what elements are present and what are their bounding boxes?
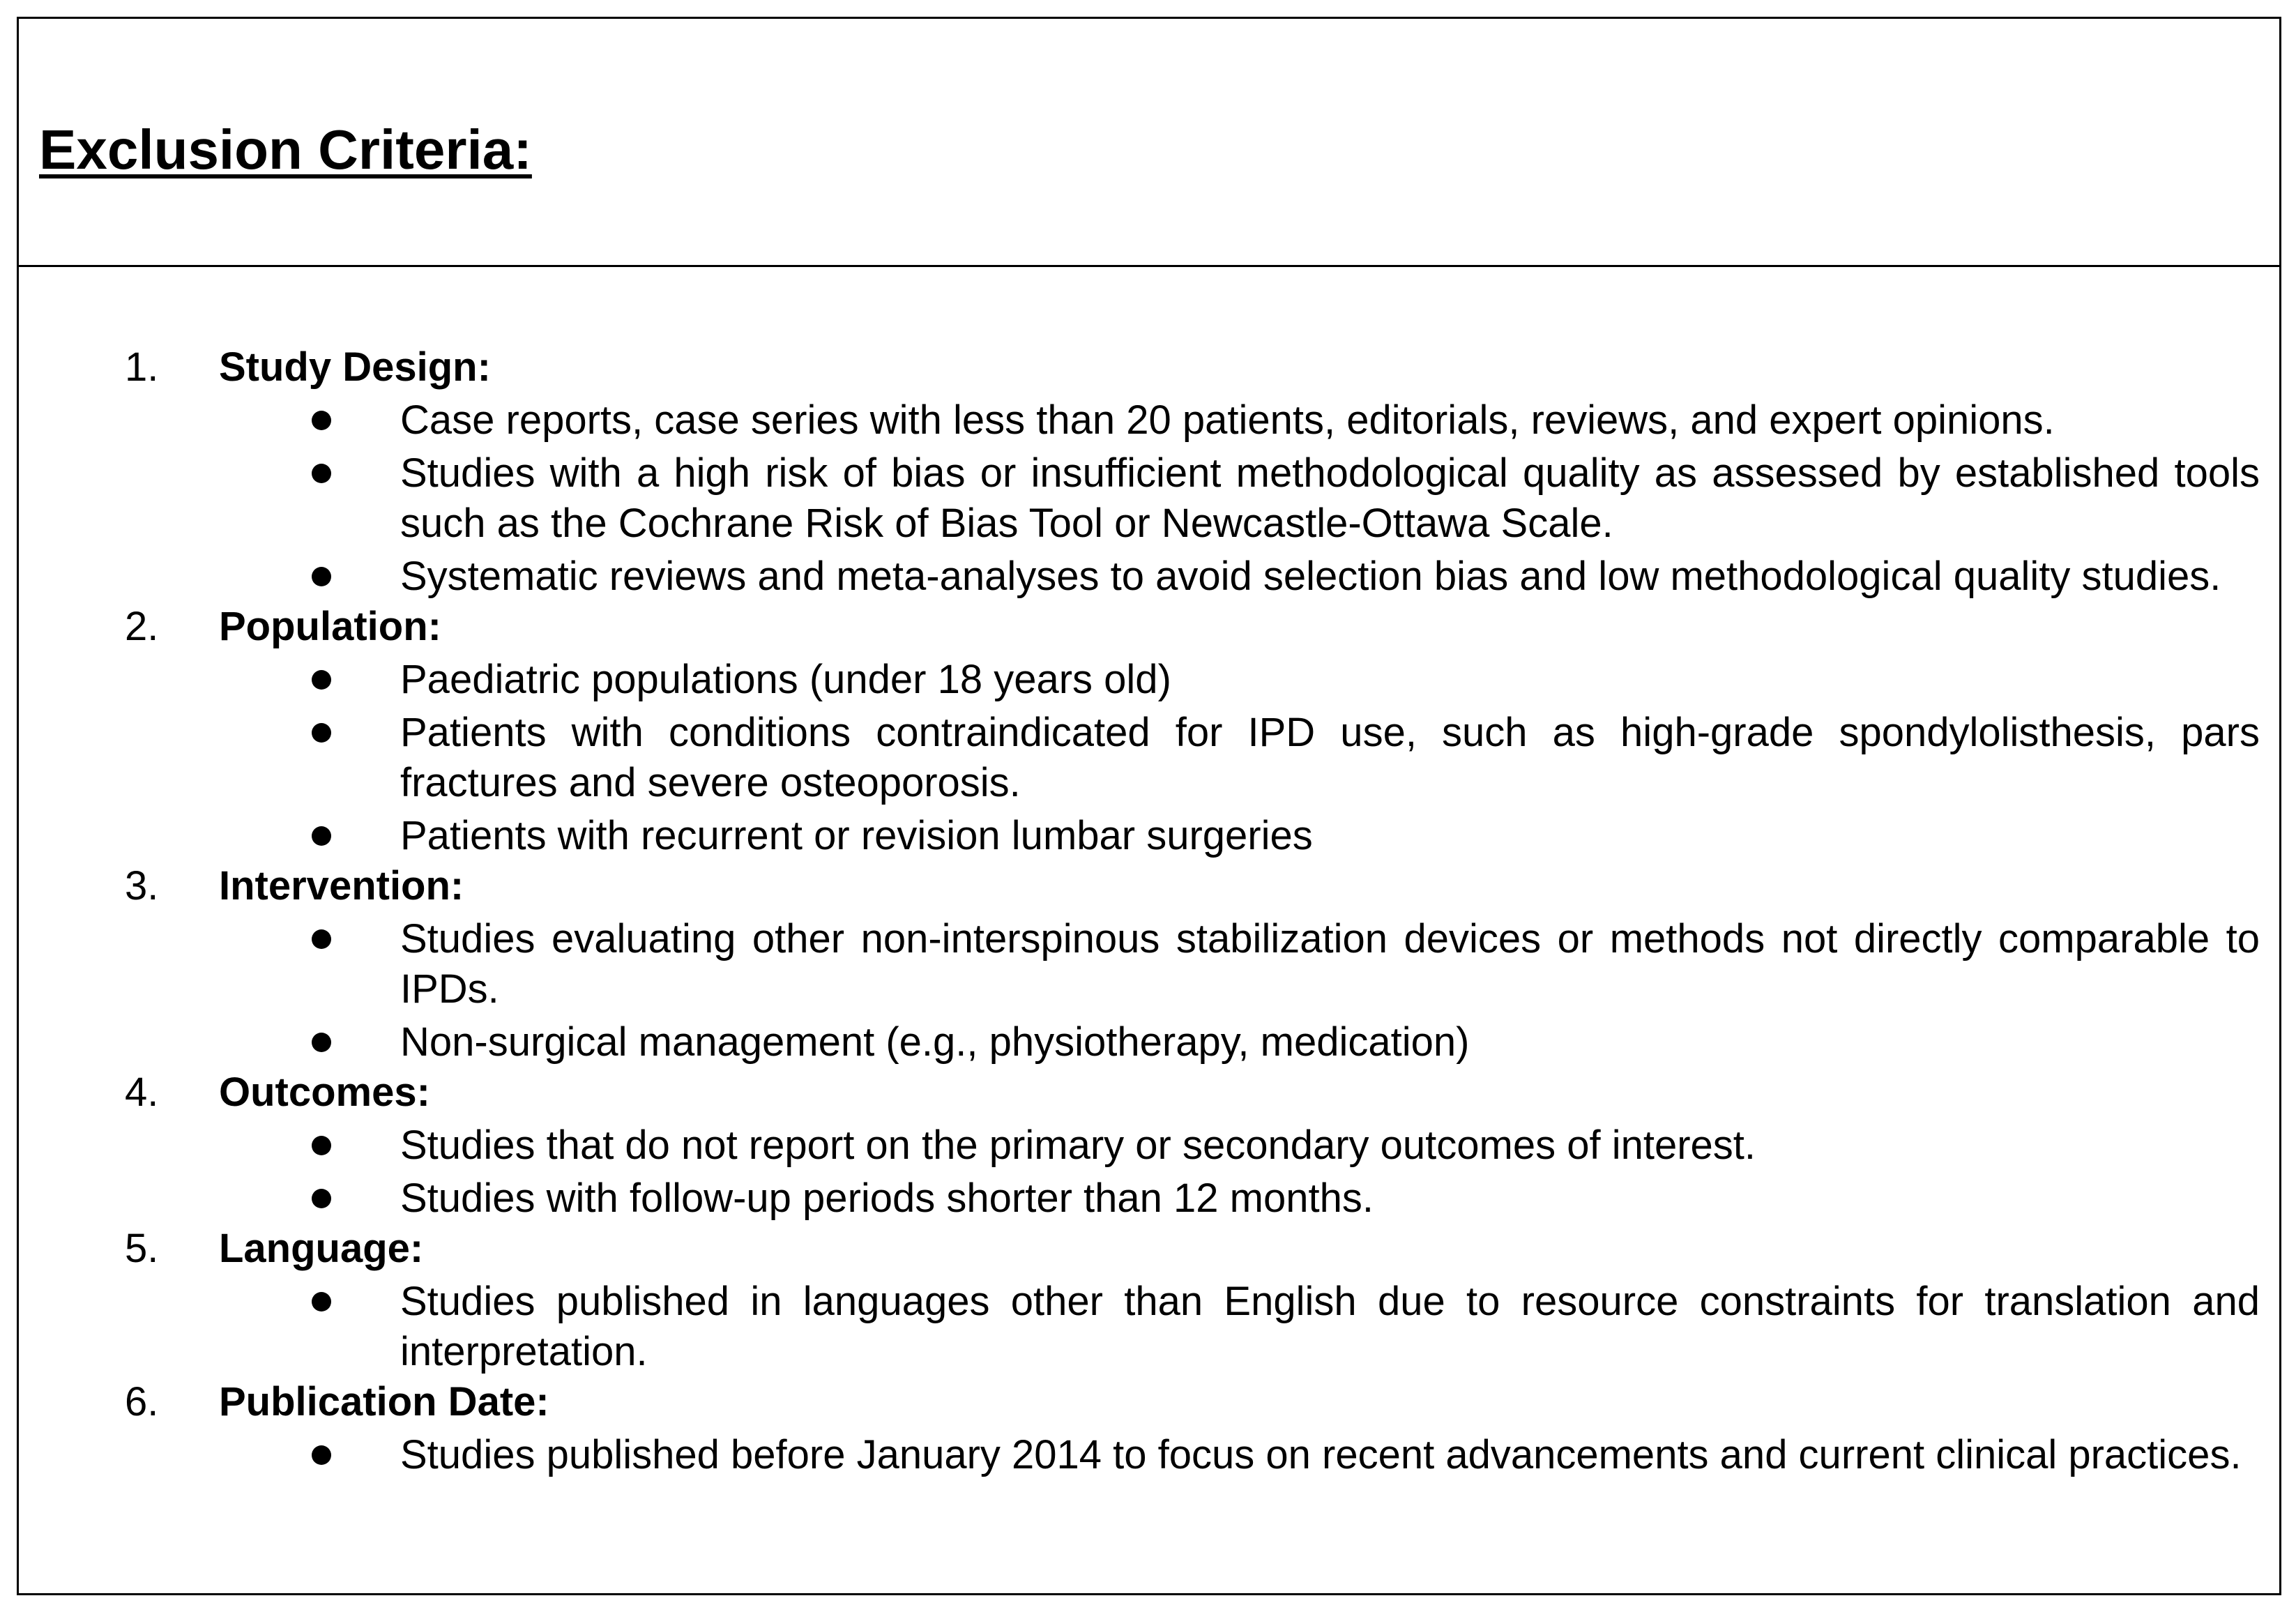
exclusion-criteria-table bbox=[17, 17, 2281, 1595]
criteria-section-language bbox=[19, 1224, 2279, 1377]
list-item bbox=[19, 1017, 2279, 1067]
list-item bbox=[19, 1120, 2279, 1171]
criteria-section-outcomes bbox=[19, 1067, 2279, 1224]
table-body-cell bbox=[19, 267, 2279, 1597]
section-number: 4. bbox=[125, 1070, 159, 1115]
bullet-icon bbox=[312, 1033, 331, 1052]
bullet-list bbox=[19, 1430, 2279, 1480]
list-item bbox=[19, 811, 2279, 861]
section-number: 1. bbox=[125, 344, 159, 390]
bullet-list bbox=[19, 1120, 2279, 1224]
bullet-text: Case reports, case series with less than 20 patients, editorials, reviews, and expert opinions. bbox=[400, 397, 2055, 443]
section-title: Language: bbox=[219, 1226, 424, 1271]
bullet-icon bbox=[312, 464, 331, 483]
section-number: 3. bbox=[125, 863, 159, 908]
criteria-section-publication-date bbox=[19, 1377, 2279, 1480]
section-heading bbox=[19, 1224, 2279, 1274]
bullet-text: Studies with a high risk of bias or insufficient methodological quality as assessed by established tools such as the Cochrane Risk of Bias Tool or Newcastle-Ottawa Scale. bbox=[400, 450, 2260, 546]
section-number: 6. bbox=[125, 1379, 159, 1424]
section-heading bbox=[19, 1067, 2279, 1118]
bullet-icon bbox=[312, 567, 331, 586]
bullet-icon bbox=[312, 723, 331, 743]
bullet-list bbox=[19, 1277, 2279, 1377]
list-item bbox=[19, 914, 2279, 1014]
section-heading bbox=[19, 1377, 2279, 1427]
bullet-text: Studies evaluating other non-interspinous stabilization devices or methods not directly comparable to IPDs. bbox=[400, 916, 2260, 1012]
list-item bbox=[19, 1173, 2279, 1224]
section-title: Outcomes: bbox=[219, 1070, 430, 1115]
section-title: Intervention: bbox=[219, 863, 464, 908]
page-title: Exclusion Criteria: bbox=[39, 119, 532, 181]
section-heading bbox=[19, 342, 2279, 393]
bullet-list bbox=[19, 914, 2279, 1067]
list-item bbox=[19, 655, 2279, 705]
criteria-section-population bbox=[19, 602, 2279, 861]
section-heading bbox=[19, 861, 2279, 911]
list-item bbox=[19, 395, 2279, 446]
section-number: 5. bbox=[125, 1226, 159, 1271]
table-header-cell bbox=[19, 19, 2279, 267]
section-title: Population: bbox=[219, 604, 441, 649]
bullet-text: Patients with conditions contraindicated for IPD use, such as high-grade spondylolisthesis, pars fractures and severe osteoporosis. bbox=[400, 710, 2260, 805]
bullet-icon bbox=[312, 1136, 331, 1155]
list-item bbox=[19, 708, 2279, 808]
bullet-text: Systematic reviews and meta-analyses to avoid selection bias and low methodological quality studies. bbox=[400, 554, 2221, 599]
section-number: 2. bbox=[125, 604, 159, 649]
list-item bbox=[19, 448, 2279, 549]
criteria-section-intervention bbox=[19, 861, 2279, 1067]
bullet-icon bbox=[312, 1292, 331, 1311]
bullet-text: Non-surgical management (e.g., physiotherapy, medication) bbox=[400, 1019, 1470, 1065]
list-item bbox=[19, 1277, 2279, 1377]
section-heading bbox=[19, 602, 2279, 652]
bullet-icon bbox=[312, 929, 331, 949]
bullet-icon bbox=[312, 670, 331, 690]
bullet-text: Studies with follow-up periods shorter than 12 months. bbox=[400, 1176, 1374, 1221]
bullet-icon bbox=[312, 1189, 331, 1208]
bullet-icon bbox=[312, 826, 331, 846]
list-item bbox=[19, 552, 2279, 602]
bullet-list bbox=[19, 655, 2279, 861]
bullet-icon bbox=[312, 1445, 331, 1465]
bullet-text: Studies published before January 2014 to focus on recent advancements and current clinical practices. bbox=[400, 1432, 2242, 1477]
bullet-list bbox=[19, 395, 2279, 602]
bullet-text: Paediatric populations (under 18 years old) bbox=[400, 657, 1171, 702]
section-title: Study Design: bbox=[219, 344, 491, 390]
bullet-icon bbox=[312, 411, 331, 430]
criteria-section-list bbox=[19, 342, 2279, 1480]
list-item bbox=[19, 1430, 2279, 1480]
section-title: Publication Date: bbox=[219, 1379, 549, 1424]
bullet-text: Studies published in languages other than English due to resource constraints for translation and interpretation. bbox=[400, 1279, 2260, 1374]
criteria-section-study-design bbox=[19, 342, 2279, 602]
bullet-text: Patients with recurrent or revision lumbar surgeries bbox=[400, 813, 1313, 858]
bullet-text: Studies that do not report on the primary or secondary outcomes of interest. bbox=[400, 1123, 1756, 1168]
